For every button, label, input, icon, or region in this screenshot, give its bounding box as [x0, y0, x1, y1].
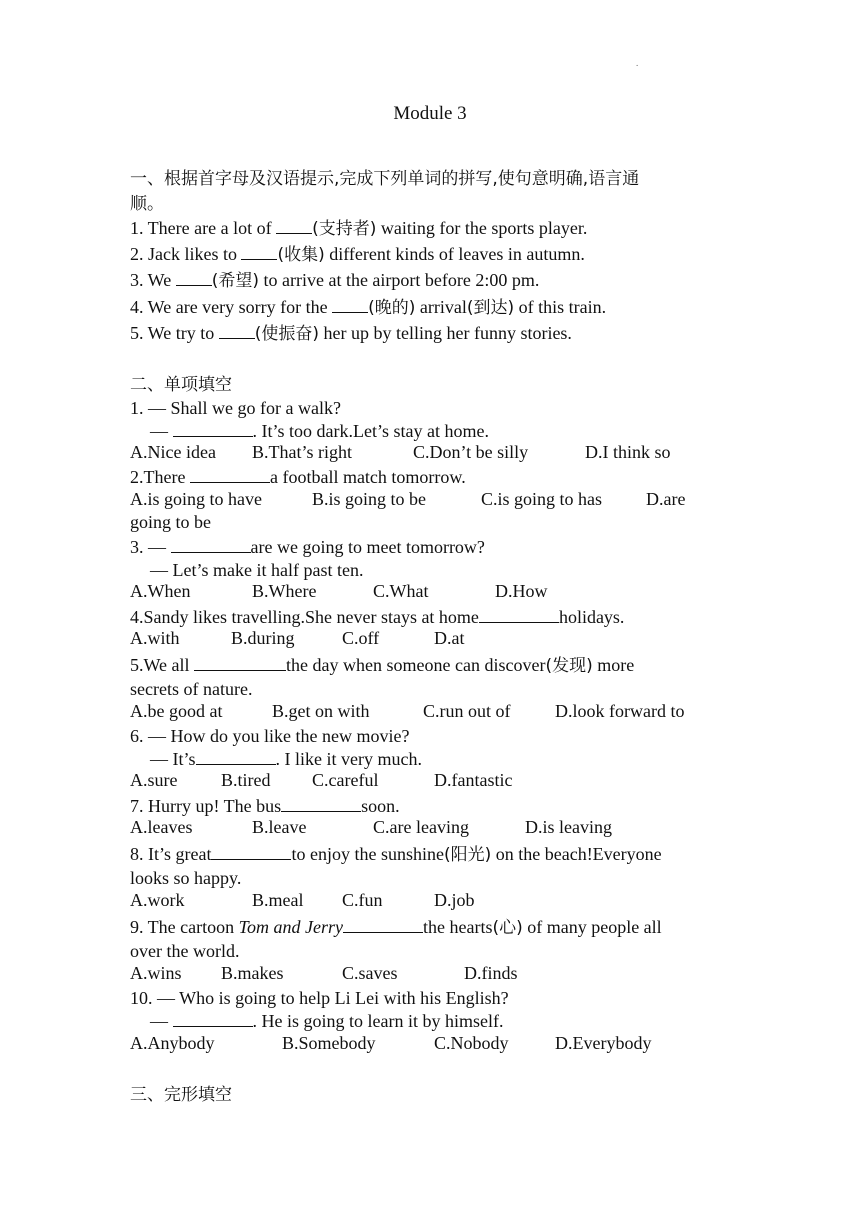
section2-heading: 二、单项填空: [130, 375, 232, 395]
q6-option-c[interactable]: C.careful: [312, 770, 379, 790]
answer-blank[interactable]: [173, 1010, 253, 1027]
answer-blank[interactable]: [343, 916, 423, 933]
answer-blank[interactable]: [276, 217, 312, 234]
q8-option-d[interactable]: D.job: [434, 890, 475, 910]
s1-item-5: 5. We try to (使振奋) her up by telling her funny stories.: [130, 323, 572, 344]
answer-blank[interactable]: [332, 296, 368, 313]
q1-option-b[interactable]: B.That’s right: [252, 442, 352, 462]
q9-option-c[interactable]: C.saves: [342, 963, 398, 983]
q2-option-a[interactable]: A.is going to have: [130, 489, 262, 509]
q5-option-a[interactable]: A.be good at: [130, 701, 223, 721]
q4-option-c[interactable]: C.off: [342, 628, 380, 648]
q1-stem: 1. — Shall we go for a walk?: [130, 398, 341, 418]
q9-option-a[interactable]: A.wins: [130, 963, 182, 983]
q2-option-d-wrap[interactable]: going to be: [130, 512, 211, 532]
q10-option-d[interactable]: D.Everybody: [555, 1033, 652, 1053]
answer-blank[interactable]: [219, 322, 255, 339]
q5-stem-cont: secrets of nature.: [130, 679, 253, 699]
q8-option-c[interactable]: C.fun: [342, 890, 383, 910]
q4-option-d[interactable]: D.at: [434, 628, 465, 648]
cartoon-title: Tom and Jerry: [238, 917, 343, 937]
q5-option-c[interactable]: C.run out of: [423, 701, 511, 721]
q2-stem: 2.There a football match tomorrow.: [130, 467, 466, 487]
q10-option-b[interactable]: B.Somebody: [282, 1033, 376, 1053]
q3-option-c[interactable]: C.What: [373, 581, 429, 601]
q8-option-a[interactable]: A.work: [130, 890, 185, 910]
q4-stem: 4.Sandy likes travelling.She never stays at home holidays.: [130, 607, 625, 627]
answer-blank[interactable]: [281, 795, 361, 812]
answer-blank[interactable]: [171, 536, 251, 553]
q7-option-a[interactable]: A.leaves: [130, 817, 193, 837]
q1-option-d[interactable]: D.I think so: [585, 442, 671, 462]
answer-blank[interactable]: [196, 748, 276, 765]
q9-stem: 9. The cartoon Tom and Jerry the hearts(心) of many people all: [130, 917, 662, 938]
q2-option-c[interactable]: C.is going to has: [481, 489, 603, 509]
q2-option-b[interactable]: B.is going to be: [312, 489, 427, 509]
q6-reply: — It’s . I like it very much.: [150, 749, 422, 769]
s1-item-3: 3. We (希望) to arrive at the airport before 2:00 pm.: [130, 270, 540, 291]
q4-option-a[interactable]: A.with: [130, 628, 180, 648]
q3-stem: 3. — are we going to meet tomorrow?: [130, 537, 485, 557]
answer-blank[interactable]: [190, 466, 270, 483]
q5-option-b[interactable]: B.get on with: [272, 701, 370, 721]
answer-blank[interactable]: [194, 654, 286, 671]
q9-option-d[interactable]: D.finds: [464, 963, 518, 983]
q3-option-b[interactable]: B.Where: [252, 581, 317, 601]
q7-option-b[interactable]: B.leave: [252, 817, 307, 837]
answer-blank[interactable]: [211, 843, 291, 860]
q8-option-b[interactable]: B.meal: [252, 890, 304, 910]
q3-option-a[interactable]: A.When: [130, 581, 191, 601]
q10-stem: 10. — Who is going to help Li Lei with his English?: [130, 988, 509, 1008]
q4-option-b[interactable]: B.during: [231, 628, 295, 648]
q6-option-a[interactable]: A.sure: [130, 770, 178, 790]
q3-reply: — Let’s make it half past ten.: [150, 560, 364, 580]
answer-blank[interactable]: [176, 269, 212, 286]
q5-stem: 5.We all the day when someone can discover(发现) more: [130, 655, 635, 676]
answer-blank[interactable]: [479, 606, 559, 623]
q10-option-c[interactable]: C.Nobody: [434, 1033, 509, 1053]
q10-reply: — . He is going to learn it by himself.: [150, 1011, 504, 1031]
page-mark: .: [636, 58, 639, 68]
q10-option-a[interactable]: A.Anybody: [130, 1033, 215, 1053]
q1-option-c[interactable]: C.Don’t be silly: [413, 442, 529, 462]
q3-option-d[interactable]: D.How: [495, 581, 548, 601]
q2-option-d[interactable]: D.are: [646, 489, 686, 509]
q7-option-c[interactable]: C.are leaving: [373, 817, 469, 837]
q9-stem-cont: over the world.: [130, 941, 240, 961]
answer-blank[interactable]: [173, 420, 253, 437]
section3-heading: 三、完形填空: [130, 1085, 232, 1105]
s1-item-2: 2. Jack likes to (收集) different kinds of leaves in autumn.: [130, 244, 585, 265]
q1-option-a[interactable]: A.Nice idea: [130, 442, 216, 462]
q9-option-b[interactable]: B.makes: [221, 963, 284, 983]
q1-reply: — . It’s too dark.Let’s stay at home.: [150, 421, 489, 441]
q6-option-d[interactable]: D.fantastic: [434, 770, 513, 790]
page-title: Module 3: [393, 103, 467, 124]
q7-stem: 7. Hurry up! The bus soon.: [130, 796, 400, 816]
q8-stem: 8. It’s great to enjoy the sunshine(阳光) on the beach!Everyone: [130, 844, 662, 865]
section1-heading-cont: 顺。: [130, 194, 164, 214]
q6-stem: 6. — How do you like the new movie?: [130, 726, 410, 746]
q7-option-d[interactable]: D.is leaving: [525, 817, 612, 837]
q5-option-d[interactable]: D.look forward to: [555, 701, 685, 721]
q6-option-b[interactable]: B.tired: [221, 770, 271, 790]
q8-stem-cont: looks so happy.: [130, 868, 242, 888]
s1-item-4: 4. We are very sorry for the (晚的) arrival(到达) of this train.: [130, 297, 607, 318]
s1-item-1: 1. There are a lot of (支持者) waiting for the sports player.: [130, 218, 588, 239]
answer-blank[interactable]: [241, 243, 277, 260]
section1-heading: 一、根据首字母及汉语提示,完成下列单词的拼写,使句意明确,语言通: [130, 169, 640, 189]
